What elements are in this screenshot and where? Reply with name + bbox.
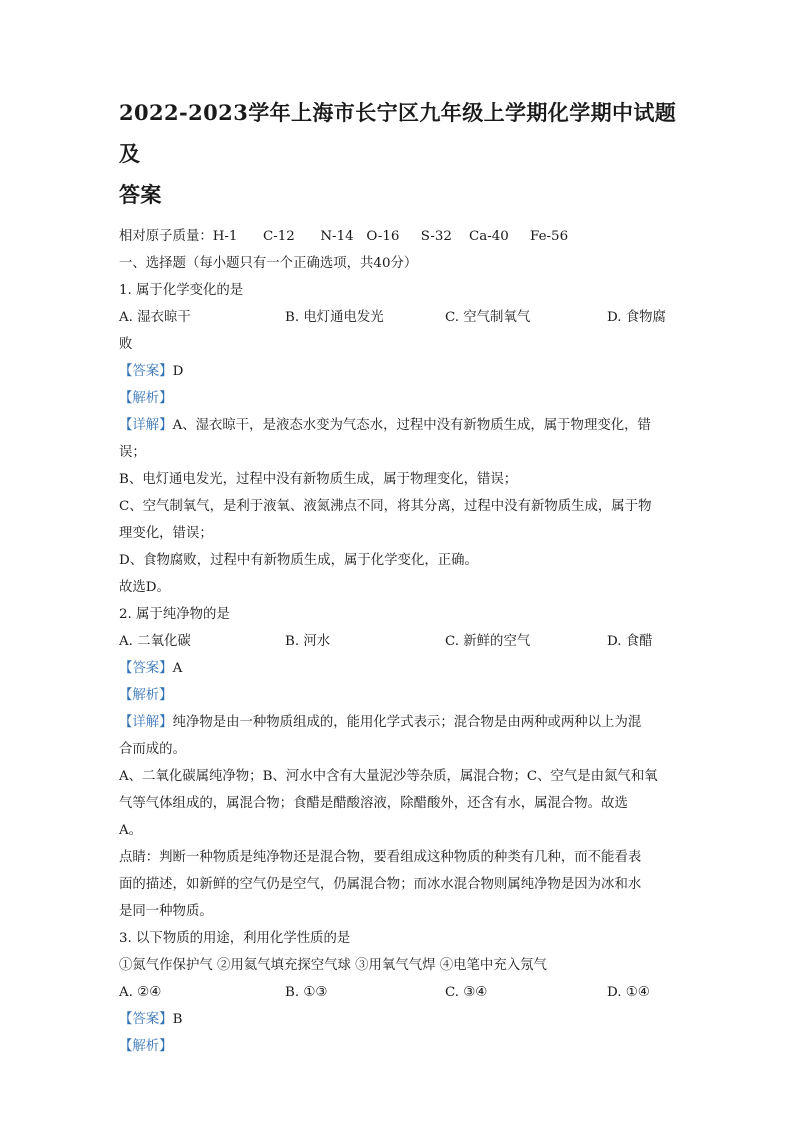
q3-option-a: A. ②④ (119, 985, 162, 1000)
q1-detail-tag: 【详解】 (119, 418, 173, 433)
q2-answer (119, 655, 679, 682)
q2-options (119, 628, 679, 655)
q2-note-line-2: 面的描述，如新鲜的空气仍是空气，仍属混合物；而冰水混合物则属纯净物是因为冰和水 (119, 877, 642, 892)
q3-answer-tag: 【答案】 (119, 1012, 173, 1027)
q2-option-d: D. 食醋 (607, 634, 653, 649)
q2-detail-line-2: 合而成的。 (119, 742, 186, 757)
q2-detail-text-1: 纯净物是由一种物质组成的，能用化学式表示；混合物是由两种或两种以上为混 (172, 715, 642, 730)
q2-detail-line-5: A。 (119, 823, 143, 838)
atomic-mass-line: 相对原子质量：H-1 C-12 N-14 O-16 S-32 Ca-40 Fe-56 (119, 229, 569, 244)
q1-detail-line-4: C、空气制氧气，是利于液氧、液氮沸点不同，将其分离，过程中没有新物质生成，属于物 (119, 499, 652, 514)
q3-option-d: D. ①④ (607, 985, 650, 1000)
q1-option-d: D. 食物腐 (607, 310, 666, 325)
q1-detail-line-2: 误； (119, 445, 146, 460)
title-line-2: 答案 (119, 182, 162, 207)
q1-stem: 1. 属于化学变化的是 (119, 283, 244, 298)
q2-detail-line-3: A、二氧化碳属纯净物；B、河水中含有大量泥沙等杂质，属混合物；C、空气是由氮气和氧 (119, 769, 658, 784)
q1-option-b: B. 电灯通电发光 (285, 310, 384, 325)
q3-answer-value: B (172, 1012, 183, 1027)
q1-detail-line-3: B、电灯通电发光，过程中没有新物质生成，属于物理变化，错误； (119, 472, 518, 487)
q1-option-d-continued: 败 (119, 337, 133, 352)
q1-answer-tag: 【答案】 (119, 364, 173, 379)
title-line-1: 2022-2023学年上海市长宁区九年级上学期化学期中试题及 (119, 100, 677, 166)
q1-answer-value: D (172, 364, 184, 379)
section-heading: 一、选择题（每小题只有一个正确选项，共40分） (119, 256, 418, 271)
q3-options (119, 979, 679, 1006)
document-title (119, 92, 679, 215)
q3-option-c: C. ③④ (445, 985, 488, 1000)
document-page (119, 92, 679, 1060)
q2-stem: 2. 属于纯净物的是 (119, 607, 230, 622)
q1-options (119, 304, 679, 331)
q2-answer-tag: 【答案】 (119, 661, 173, 676)
q3-stem: 3. 以下物质的用途，利用化学性质的是 (119, 931, 351, 946)
q2-option-c: C. 新鲜的空气 (445, 634, 531, 649)
q2-answer-value: A (172, 661, 183, 676)
q1-analysis-tag: 【解析】 (119, 391, 173, 406)
q2-analysis-tag: 【解析】 (119, 688, 173, 703)
q2-detail-line-4: 气等气体组成的，属混合物；食醋是醋酸溶液，除醋酸外，还含有水，属混合物。故选 (119, 796, 628, 811)
q3-analysis-tag: 【解析】 (119, 1039, 173, 1054)
q1-option-c: C. 空气制氧气 (445, 310, 531, 325)
q2-detail-line-1 (119, 709, 679, 736)
q3-items: ①氮气作保护气 ②用氦气填充探空气球 ③用氧气气焊 ④电笔中充入氖气 (119, 958, 547, 973)
q2-note-line-3: 是同一种物质。 (119, 904, 213, 919)
q1-conclusion: 故选D。 (119, 580, 170, 595)
q1-analysis (119, 385, 679, 412)
q3-analysis (119, 1033, 679, 1060)
q2-analysis (119, 682, 679, 709)
q2-note-line-1: 点睛：判断一种物质是纯净物还是混合物，要看组成这种物质的种类有几种，而不能看表 (119, 850, 642, 865)
q3-option-b: B. ①③ (285, 985, 328, 1000)
q2-option-b: B. 河水 (285, 634, 331, 649)
q3-answer (119, 1006, 679, 1033)
q2-option-a: A. 二氧化碳 (119, 634, 191, 649)
q1-detail-line-5: 理变化，错误； (119, 526, 213, 541)
q2-detail-tag: 【详解】 (119, 715, 173, 730)
q1-detail-text-1: A、湿衣晾干，是液态水变为气态水，过程中没有新物质生成，属于物理变化，错 (172, 418, 651, 433)
q1-detail-line-6: D、食物腐败，过程中有新物质生成，属于化学变化，正确。 (119, 553, 478, 568)
q1-option-a: A. 湿衣晾干 (119, 310, 191, 325)
q1-answer (119, 358, 679, 385)
q1-detail-line-1 (119, 412, 679, 439)
